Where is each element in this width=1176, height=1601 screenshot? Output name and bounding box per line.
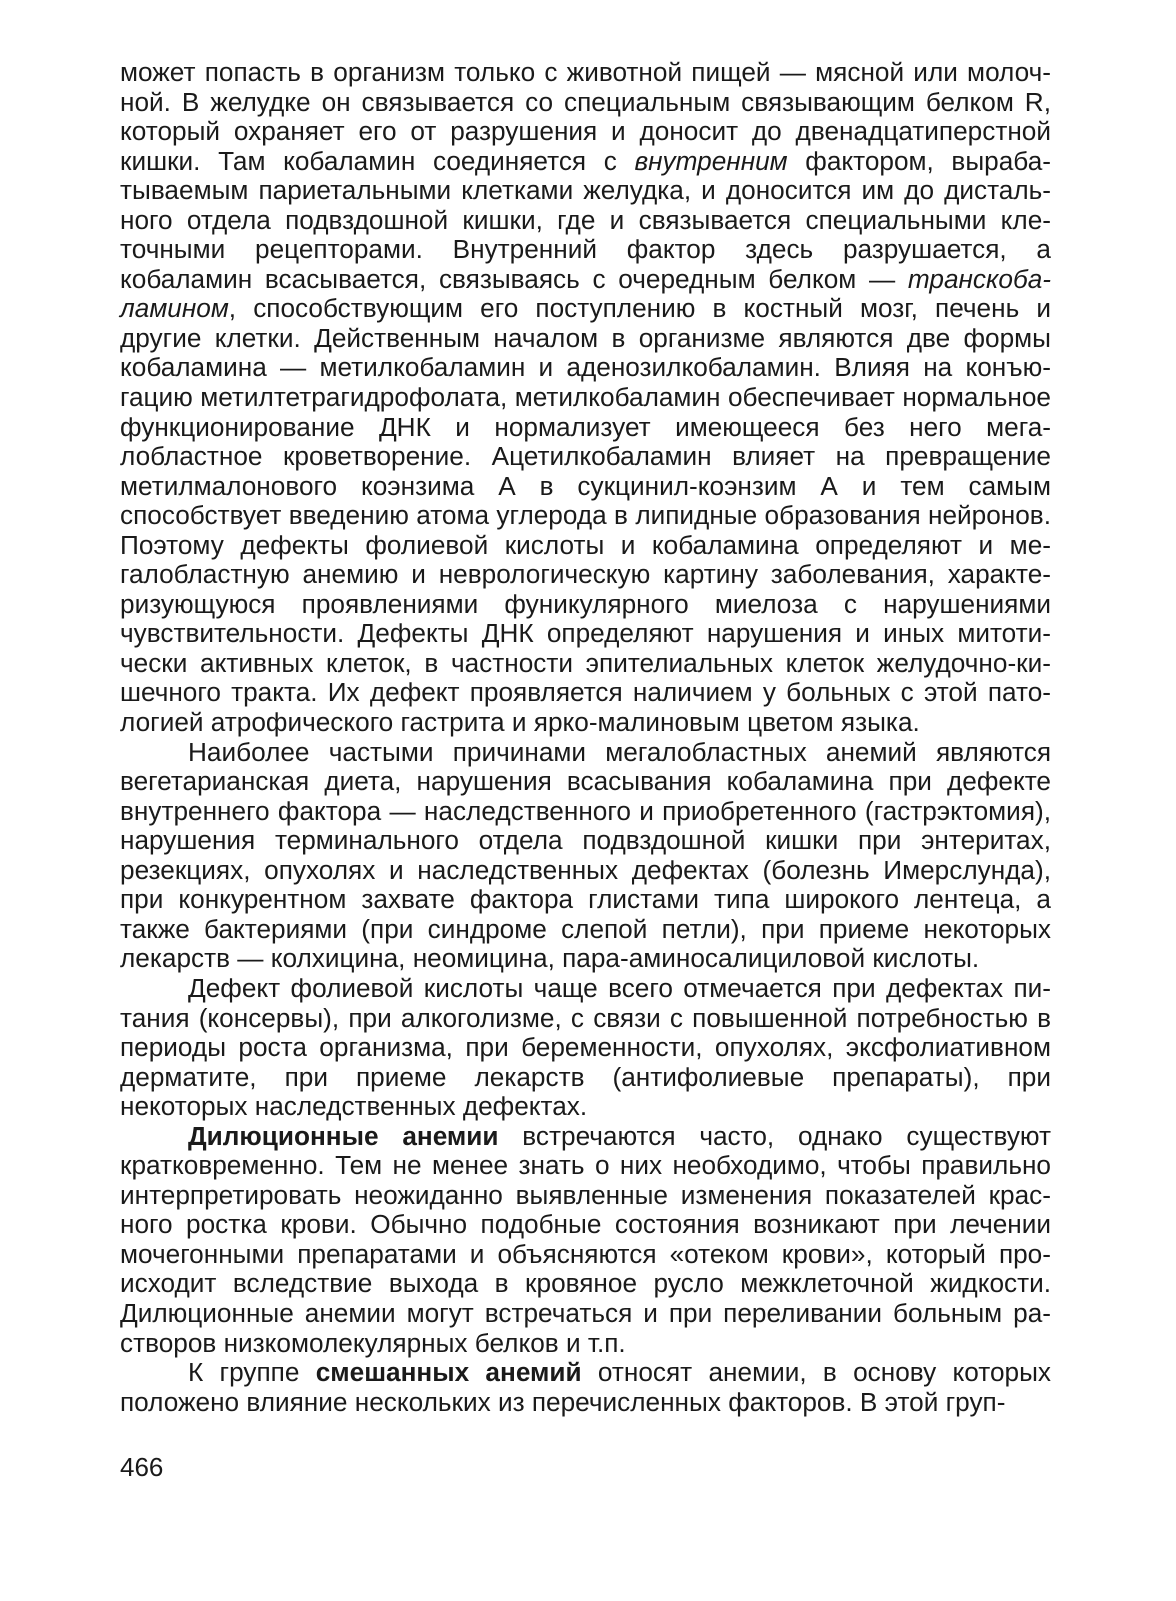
bold-term: Дилюционные анемии xyxy=(188,1120,499,1151)
text-run: , способствующим его поступлению в костный мозг, печень и другие клетки. Действенным началом в организме являются две формы кобаламина — метилкобаламин и аденозилкобаламин. Влияя на конъюгацию метилтетрагидрофолата, метилкобаламин обеспечивает нормальное функционирование ДНК и нормализует имеющееся без него мегалобластное кроветворение. Ацетилкобаламин влияет на превращение метилмалонового коэнзима А в сукцинил-коэнзим А и тем самым способствует введению атома углерода в липидные образования нейронов. Поэтому дефекты фолиевой кислоты и кобаламина определяют и мегалобластную анемию и неврологическую картину заболевания, характеризующуюся проявлениями фуникулярного миелоза с нарушениями чувствительности. Дефекты ДНК определяют нарушения и иных митотически активных клеток, в частности эпителиальных клеток желудочно-кишечного тракта. Их дефект проявляется наличием у больных с этой патологией атрофического гастрита и ярко-малиновым цветом языка. xyxy=(120,293,1051,738)
paragraph xyxy=(120,738,1051,974)
italic-term: внутренним xyxy=(634,145,788,176)
text-run: относят анемии, в основу которых положено влияние нескольких из перечисленных факторов. В этой груп- xyxy=(120,1357,1051,1417)
text-run: Дефект фолиевой кислоты чаще всего отмечается при дефектах питания (консервы), при алкоголизме, с связи с повышенной потребностью в периоды роста организма, при беременности, опухолях, эксфолиативном дерматите, при приеме лекарств (антифолиевые препараты), при некоторых наследственных дефектах. xyxy=(120,972,1051,1122)
bold-term: смешанных анемий xyxy=(315,1357,582,1388)
page-number: 466 xyxy=(120,1452,164,1482)
text-run: встречаются часто, однако существуют кратковременно. Тем не менее знать о них необходимо, чтобы правильно интерпретировать неожиданно выявленные изменения показателей красного ростка крови. Обычно подобные состояния возникают при лечении мочегонными препаратами и объясняются «отеком крови», который происходит вследствие выхода в кровяное русло межклеточной жидкости. Дилюционные анемии могут встречаться и при переливании больным растворов низкомолекулярных белков и т.п. xyxy=(120,1120,1051,1358)
paragraph xyxy=(120,974,1051,1122)
paragraph xyxy=(120,58,1051,738)
text-run: фактором, вырабатываемым париетальными клетками желудка, и доносится им до дистального отдела подвздошной кишки, где и связывается специальными клеточными рецепторами. Внутренний фактор здесь разрушается, а кобаламин всасывается, связываясь с очередным белком — xyxy=(120,145,1051,294)
paragraph xyxy=(120,1358,1051,1417)
paragraph xyxy=(120,1122,1051,1358)
italic-term: транскобаламином xyxy=(120,263,1051,324)
text-run: К группе xyxy=(188,1357,316,1388)
page-body xyxy=(120,58,1051,1417)
text-run: Наиболее частыми причинами мегалобластных анемий являются вегетарианская диета, нарушения всасывания кобаламина при дефекте внутреннего фактора — наследственного и приобретенного (гастрэктомия), нарушения терминального отдела подвздошной кишки при энтеритах, резекциях, опухолях и наследственных дефектах (болезнь Имерслунда), при конкурентном захвате фактора глистами типа широкого лентеца, а также бактериями (при синдроме слепой петли), при приеме некоторых лекарств — колхицина, неомицина, пара-аминосалициловой кислоты. xyxy=(120,736,1051,974)
text-run: может попасть в организм только с животной пищей — мясной или молочной. В желудке он связывается со специальным связывающим белком R, который охраняет его от разрушения и доносит до двенадцатиперстной кишки. Там кобаламин соединяется с xyxy=(120,57,1051,176)
